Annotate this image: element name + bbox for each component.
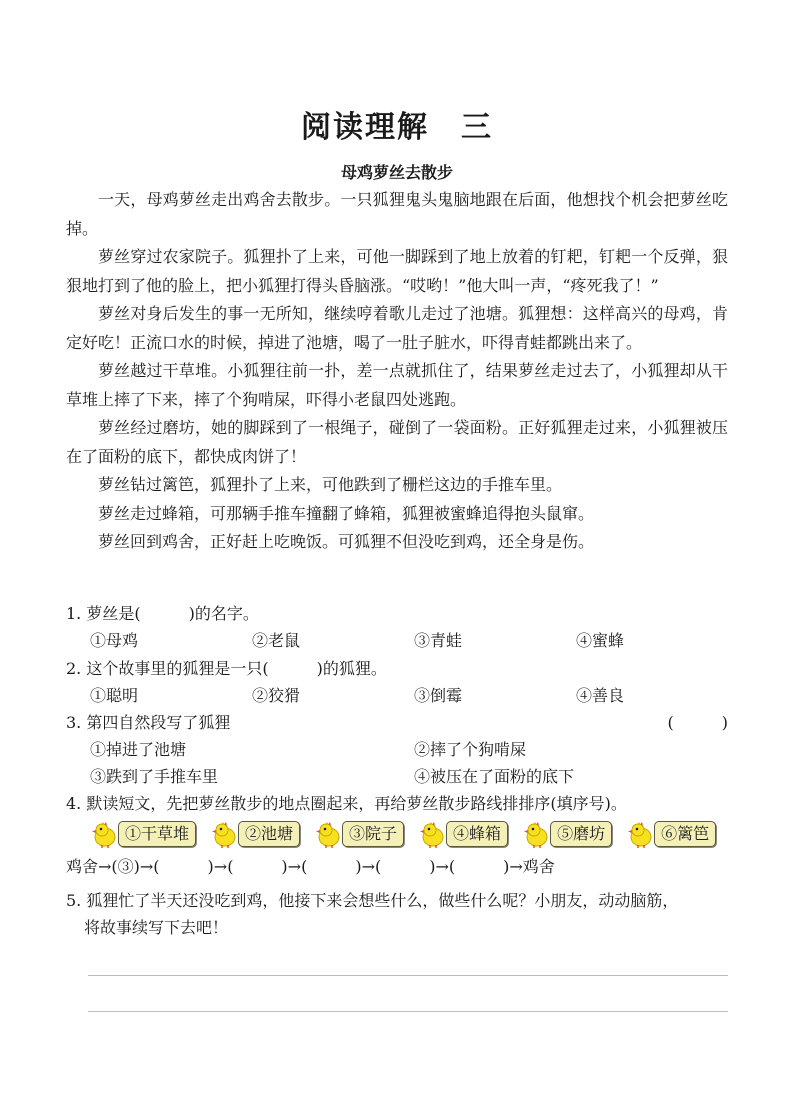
q3-option-c[interactable]: ③跌到了手推车里 (90, 767, 219, 786)
page-title: 阅读理解 三 (301, 110, 493, 145)
place-card[interactable] (522, 819, 612, 849)
question-3-stem: 3. 第四自然段写了狐狸 (66, 713, 231, 732)
q3-option-b[interactable]: ②摔了个狗啃屎 (414, 740, 527, 759)
q2-option-d[interactable]: ④善良 (576, 686, 625, 705)
question-2-stem: 2. 这个故事里的狐狸是一只( )的狐狸。 (66, 659, 387, 678)
question-2 (66, 655, 728, 709)
chick-icon (90, 819, 120, 849)
question-4-stem: 4. 默读短文，先把萝丝散步的地点圈起来，再给萝丝散步路线排排序(填序号)。 (66, 794, 627, 813)
place-label: ⑤磨坊 (550, 821, 612, 847)
story-paragraph: 萝丝经过磨坊，她的脚踩到了一根绳子，碰倒了一袋面粉。正好狐狸走过来，小狐狸被压在了面粉的底下，都快成肉饼了！ (66, 418, 728, 466)
q3-option-d[interactable]: ④被压在了面粉的底下 (414, 767, 575, 786)
answer-line[interactable] (88, 1011, 728, 1012)
story-paragraph: 萝丝越过干草堆。小狐狸往前一扑，差一点就抓住了，结果萝丝走过去了，小狐狸却从干草堆上摔了下来，摔了个狗啃屎，吓得小老鼠四处逃跑。 (66, 361, 728, 409)
place-label: ②池塘 (238, 821, 300, 847)
story-paragraph: 萝丝回到鸡舍，正好赶上吃晚饭。可狐狸不但没吃到鸡，还全身是伤。 (98, 532, 595, 551)
q1-option-a[interactable]: ①母鸡 (90, 631, 139, 650)
chick-icon (210, 819, 240, 849)
place-label: ④蜂箱 (446, 821, 508, 847)
place-cards (90, 819, 728, 849)
q2-option-b[interactable]: ②狡猾 (252, 686, 301, 705)
q1-option-d[interactable]: ④蜜蜂 (576, 631, 625, 650)
story-paragraph: 萝丝对身后发生的事一无所知，继续哼着歌儿走过了池塘。狐狸想：这样高兴的母鸡，肯定好吃！正流口水的时候，掉进了池塘，喝了一肚子脏水，吓得青蛙都跳出来了。 (66, 304, 728, 352)
place-card[interactable] (626, 819, 716, 849)
question-3-answer-blank[interactable]: ( ) (667, 713, 728, 732)
story-title: 母鸡萝丝去散步 (340, 163, 453, 182)
place-label: ⑥篱笆 (654, 821, 716, 847)
chick-icon (314, 819, 344, 849)
chick-icon (522, 819, 552, 849)
question-5-stem-line1: 5. 狐狸忙了半天还没吃到鸡，他接下来会想些什么，做些什么呢？小朋友，动动脑筋， (66, 891, 679, 910)
story-body (66, 186, 728, 557)
route-answer[interactable]: 鸡舍→(③)→( )→( )→( )→( )→( )→鸡舍 (66, 857, 555, 876)
question-3 (66, 709, 728, 790)
q2-option-a[interactable]: ①聪明 (90, 686, 139, 705)
question-5-stem-line2: 将故事续写下去吧！ (84, 918, 229, 937)
q2-option-c[interactable]: ③倒霉 (414, 686, 463, 705)
answer-line[interactable] (88, 975, 728, 976)
place-card[interactable] (418, 819, 508, 849)
question-5 (66, 887, 728, 941)
story-paragraph: 萝丝钻过篱笆，狐狸扑了上来，可他跌到了栅栏这边的手推车里。 (98, 475, 563, 494)
q1-option-b[interactable]: ②老鼠 (252, 631, 301, 650)
place-card[interactable] (210, 819, 300, 849)
story-paragraph: 萝丝穿过农家院子。狐狸扑了上来，可他一脚踩到了地上放着的钉耙，钉耙一个反弹，狠狠地打到了他的脸上，把小狐狸打得头昏脑涨。“哎哟！”他大叫一声，“疼死我了！” (66, 247, 728, 295)
place-card[interactable] (314, 819, 404, 849)
place-label: ①干草堆 (118, 821, 196, 847)
chick-icon (418, 819, 448, 849)
question-1 (66, 600, 728, 654)
story-paragraph: 萝丝走过蜂箱，可那辆手推车撞翻了蜂箱，狐狸被蜜蜂追得抱头鼠窜。 (98, 503, 595, 523)
place-card[interactable] (90, 819, 196, 849)
place-label: ③院子 (342, 821, 404, 847)
question-4 (66, 790, 728, 880)
chick-icon (626, 819, 656, 849)
story-paragraph: 一天，母鸡萝丝走出鸡舍去散步。一只狐狸鬼头鬼脑地跟在后面，他想找个机会把萝丝吃掉。 (66, 190, 728, 238)
q3-option-a[interactable]: ①掉进了池塘 (90, 740, 187, 759)
question-1-stem: 1. 萝丝是( )的名字。 (66, 604, 259, 623)
q1-option-c[interactable]: ③青蛙 (414, 631, 463, 650)
